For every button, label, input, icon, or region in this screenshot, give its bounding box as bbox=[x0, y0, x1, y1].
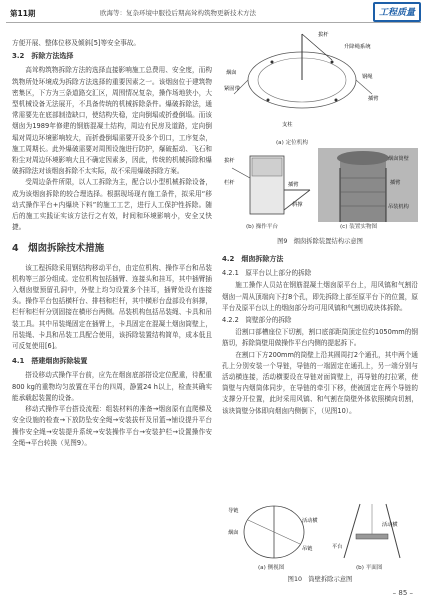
section-4-2-2-heading: 4.2.2 筒壁部分的拆除 bbox=[222, 316, 292, 325]
section-4-2-heading: 4.2 烟囱拆除方法 bbox=[222, 255, 284, 263]
label-c-arm: 插臂 bbox=[390, 180, 401, 186]
label-arm: 插臂 bbox=[368, 96, 379, 102]
figure-10-caption: 图10 筒壁拆除示意图 bbox=[287, 576, 353, 583]
section-4-heading: 4 烟囱拆除技术措施 bbox=[12, 243, 105, 255]
figure-10b-drawing bbox=[330, 500, 414, 562]
figure-9c-drawing bbox=[318, 148, 418, 222]
left-column bbox=[12, 38, 212, 449]
label-10a-beam: 活动横 bbox=[302, 518, 318, 524]
running-title: 欧海等：复杂环境中服役后期高耸构筑物更新技术方法 bbox=[100, 9, 256, 17]
label-b-bagan: 拔杆 bbox=[224, 158, 235, 164]
label-bagan: 拔杆 bbox=[318, 32, 329, 38]
label-chimney: 烟囱 bbox=[226, 70, 237, 76]
section-4-2-1-paragraph: 施工操作人员站在钢筋混凝土烟囱原平台上，用风镐和气割沿烟囱一周从顶端向下打8个孔，即先拆除上部至原平台下的位置，原平台及原平台以上的烟囱部分均可用风镐和气割切成块体拆除。 bbox=[222, 281, 418, 312]
figure-10a-caption: (a) 侧视图 bbox=[258, 565, 285, 571]
label-10a-chain: 导链 bbox=[228, 508, 239, 514]
label-10a-chimney: 烟囱 bbox=[228, 530, 239, 536]
section-4-2-1-heading: 4.2.1 原平台以上部分的拆除 bbox=[222, 269, 312, 278]
journal-logo: 工程质量 bbox=[373, 2, 421, 22]
figure-10b-caption: (b) 平面图 bbox=[356, 565, 383, 571]
figure-10a-drawing bbox=[226, 502, 322, 562]
label-pillar: 支柱 bbox=[282, 122, 293, 128]
label-lift-rope: 升降绳系统 bbox=[344, 44, 371, 50]
issue-number: 第11期 bbox=[10, 9, 36, 18]
section-4-1-heading: 4.1 搭建烟囱拆除装置 bbox=[12, 357, 88, 366]
label-10b-platform: 平台 bbox=[332, 544, 343, 550]
label-b-arm: 插臂 bbox=[288, 182, 299, 188]
section-4-1-paragraph-1: 搭设移动式操作平台前，应先在烟囱底部搭设定位配重，待配重800 kg的重物均匀放置在平台的四周，静置24 h以上，检查其确实能承载起装置的设备。 bbox=[12, 371, 212, 402]
label-b-brace: 斜撑 bbox=[292, 202, 303, 208]
section-4-2-2-paragraph-2: 在割口下方200mm的筒壁上沿其圆周打2个通孔，其中两个通孔上分别安装一个导链，导链的一端固定在通孔上，另一端分别与活动横连接，活动横要设在导链对面筒壁上，再导链的打拉紧，使筒壁与内烟筒体同步，在导链的牵引下移，使被固定在两个导链的支撑分开位置，此时采用风镐、和气割在筒壁外体依照横向切割，该块筒壁分体即向烟囱内侧倒下，（见图10）。 bbox=[222, 350, 418, 415]
running-header bbox=[6, 4, 421, 23]
intro-line: 方便开展、整体位移及倾斜[5]等安全事故。 bbox=[12, 39, 141, 47]
label-c-wall: 烟囱筒壁 bbox=[388, 156, 409, 162]
label-c-lift: 吊装机构 bbox=[388, 204, 409, 210]
right-column bbox=[222, 252, 418, 417]
section-4-paragraph-1: 该工程拆除采用钢结构移动平台，由定位机构、操作平台和吊装机构等三部分组成。定位机构包括插臂、连接头和挂耳，其中插臂插入烟囱壁预留孔洞中，外壁上均匀设置多个挂耳，插臂处设有连接头。操作平台包括横杆台、排档和栏杆，其中横形台盘部设有斜撑，栏杆和栏杆分别固接在横形台两侧。吊装机构包括吊装绳、卡具和吊装工具。其中吊装绳固定在插臂上，卡具固定在混凝土烟囱筒壁上，吊装绳、卡具和吊装工具配合使用，该拆除装置结构简单，成本低且可反复使用[6]。 bbox=[12, 263, 212, 351]
label-b-rail: 栏杆 bbox=[224, 180, 235, 186]
section-3-2-heading: 3.2 拆除方法选择 bbox=[12, 52, 74, 61]
section-3-2-paragraph-1: 高耸构筑物拆除方法的选择直接影响施工总费用、安全度，而构筑物所处环境成为拆除方法选择的重要因素之一。该烟囱位于建筑物密集区，下方为三条道路交汇区，周围情况复杂，操作场地狭小，大型机械设备无法展开，不具备传统的机械拆除条件。爆破拆除法，通常需要先在底部制造缺口，使结构失稳，定向倒塌或折叠倒塌。而该烟囱为1989年修建的钢筋混凝土结构，周边有民房及道路，定向倒塌对周边环境影响较大，而折叠倒塌需要开设多个切口，工序复杂，施工周期长。此外爆破需要对周围设施进行防护，爆破振动、飞石和粉尘对周边环境影响大且不确定因素多，因此，传统的机械拆除和爆破拆除法对该烟囱拆除不太实际，故不采用爆破拆除方案。 bbox=[12, 66, 212, 176]
figure-9a-caption: (a) 定位机构 bbox=[276, 140, 308, 146]
label-rope: 钢绳 bbox=[362, 74, 373, 80]
label-10a-hoist: 吊链 bbox=[302, 546, 313, 552]
figure-9b-drawing bbox=[222, 150, 316, 220]
label-10b-beam: 活动横 bbox=[382, 522, 398, 528]
figure-9a-drawing bbox=[222, 30, 418, 142]
section-4-2-2-paragraph-1: 沿割口部槽座位下切割，割口底部距筒顶定位约1050mm的钢筋切，拆除筒壁用做操作平台内侧的提起拆下。 bbox=[222, 328, 418, 348]
section-3-2-paragraph-2: 受周边条件所限，以人工拆除为主，配合以小型机械拆除设备，成为该烟囱拆除的较合理选择。根据现场现有施工条件，拟采用“移动式操作平台+内爆块下料”的施工工艺，进行人工保护性拆除。随后的施工实践证实该方法行之有效，时间和环境影响小，安全又快捷。 bbox=[12, 178, 212, 232]
figure-9c-caption: (c) 装置实物图 bbox=[340, 224, 378, 230]
section-4-1-paragraph-2: 移动式操作平台搭设流程：组装材料的准备→烟囱原有直爬梯及安全设施的检查→下放防坠安全绳→安装拔杆及吊篮→铺设提升平台操作安全绳→安装提升系统→安装操作平台→安装护栏→设置操作安全绳→平台转换（见图9）。 bbox=[12, 405, 212, 447]
figure-9b-caption: (b) 操作平台 bbox=[246, 224, 279, 230]
figure-9-caption: 图9 烟囱拆除装置结构示意图 bbox=[277, 238, 363, 245]
label-band: 紧固带 bbox=[224, 86, 240, 92]
page-number: – 85 – bbox=[392, 589, 413, 597]
